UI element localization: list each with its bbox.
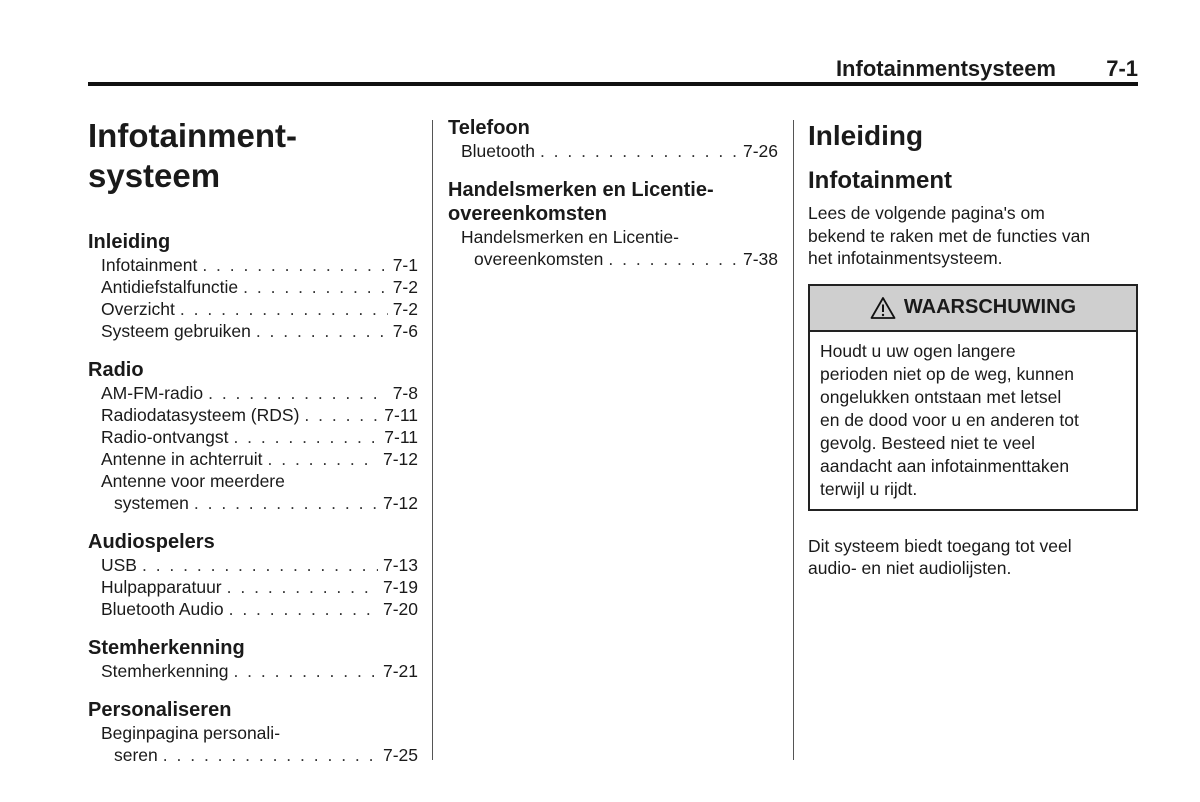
running-header — [88, 54, 1138, 86]
toc-entry-label-line-1[interactable]: Antenne voor meerdere — [101, 471, 285, 491]
toc-entry-label: Bluetooth — [461, 141, 535, 161]
subsection-heading: Infotainment — [808, 167, 952, 194]
toc-section-heading-telefoon: Telefoon — [448, 117, 530, 139]
dot-leader — [608, 248, 738, 270]
toc-entry-page: 7-6 — [392, 321, 418, 341]
toc-entry-label: seren — [114, 745, 158, 765]
warning-line: terwijl u rijdt. — [820, 478, 918, 499]
toc-entry[interactable] — [88, 276, 418, 298]
toc-entry-page: 7-2 — [392, 299, 418, 319]
toc-entry-page: 7-1 — [392, 255, 418, 275]
toc-entry[interactable] — [88, 382, 418, 404]
warning-line: en de dood voor u en anderen tot — [820, 409, 1079, 430]
toc-entry-page: 7-12 — [382, 493, 418, 513]
toc-section-heading-personaliseren: Personaliseren — [88, 699, 232, 721]
content-column — [808, 112, 1140, 580]
toc-entry-label: Overzicht — [101, 299, 175, 319]
intro-paragraph — [808, 202, 1140, 270]
outro-paragraph — [808, 535, 1140, 580]
column-divider-2 — [793, 120, 794, 760]
toc-entry[interactable] — [88, 598, 418, 620]
dot-leader — [233, 660, 378, 682]
dot-leader — [268, 448, 378, 470]
outro-line: Dit systeem biedt toegang tot veel — [808, 535, 1072, 556]
toc-entry[interactable] — [88, 404, 418, 426]
toc-entry[interactable] — [88, 554, 418, 576]
warning-line: Houdt u uw ogen langere — [820, 340, 1016, 361]
toc-entry[interactable] — [448, 140, 778, 162]
toc-entry-label-line-1[interactable]: Beginpagina personali- — [101, 723, 281, 743]
toc-entry-label-line-1[interactable]: Handelsmerken en Licentie- — [461, 227, 679, 247]
warning-line: perioden niet op de weg, kunnen — [820, 363, 1074, 384]
warning-triangle-icon — [870, 296, 896, 320]
toc-entry-label: Infotainment — [101, 255, 198, 275]
toc-entry[interactable] — [88, 576, 418, 598]
section-heading: Inleiding — [808, 120, 924, 151]
header-title: Infotainmentsysteem — [835, 56, 1056, 81]
dot-leader — [233, 426, 379, 448]
section-heading-line-1: Handelsmerken en Licentie- — [448, 179, 714, 201]
warning-line: ongelukken ontstaan met letsel — [820, 386, 1062, 407]
toc-section-heading-audiospelers: Audiospelers — [88, 531, 215, 553]
dot-leader — [256, 320, 388, 342]
toc-entry[interactable] — [88, 492, 418, 514]
toc-entry-page: 7-13 — [382, 555, 418, 575]
toc-section-heading-inleiding: Inleiding — [88, 231, 171, 253]
toc-section-heading-handelsmerken — [448, 178, 778, 226]
toc-entry-label: Antenne in achterruit — [101, 449, 263, 469]
chapter-title-line-2: systeem — [88, 157, 221, 194]
intro-line: het infotainmentsysteem. — [808, 248, 1003, 268]
warning-line: aandacht aan infotainmenttaken — [820, 455, 1070, 476]
toc-entry[interactable] — [88, 660, 418, 682]
intro-line: Lees de volgende pagina's om — [808, 203, 1045, 223]
warning-box — [808, 284, 1138, 511]
toc-entry[interactable] — [88, 254, 418, 276]
toc-entry-label: Antidiefstalfunctie — [101, 277, 239, 297]
toc-entry[interactable] — [88, 298, 418, 320]
warning-line: gevolg. Besteed niet te veel — [820, 432, 1036, 453]
outro-line: audio- en niet audiolijsten. — [808, 558, 1012, 578]
toc-entry-page: 7-20 — [382, 599, 418, 619]
dot-leader — [163, 744, 378, 766]
dot-leader — [208, 382, 388, 404]
dot-leader — [180, 298, 388, 320]
dot-leader — [194, 492, 378, 514]
chapter-title-line-1: Infotainment- — [88, 117, 297, 154]
toc-entry-page: 7-26 — [742, 141, 778, 161]
dot-leader — [227, 576, 378, 598]
toc-entry[interactable] — [88, 744, 418, 766]
section-heading-line-2: overeenkomsten — [448, 203, 607, 225]
toc-entry-label: Bluetooth Audio — [101, 599, 224, 619]
dot-leader — [202, 254, 387, 276]
toc-entry-page: 7-21 — [382, 661, 418, 681]
intro-line: bekend te raken met de functies van — [808, 225, 1091, 246]
toc-column-1 — [88, 112, 418, 766]
toc-entry-label: overeenkomsten — [474, 249, 604, 269]
toc-entry-page: 7-11 — [384, 427, 418, 447]
toc-entry[interactable] — [88, 448, 418, 470]
warning-title: WAARSCHUWING — [903, 296, 1077, 318]
toc-entry-page: 7-11 — [384, 405, 418, 425]
warning-text — [810, 332, 1136, 509]
toc-entry-label: USB — [101, 555, 137, 575]
dot-leader — [142, 554, 378, 576]
toc-entry-page: 7-12 — [382, 449, 418, 469]
toc-entry[interactable] — [88, 320, 418, 342]
toc-entry-label: Radiodatasysteem (RDS) — [101, 405, 300, 425]
toc-entry[interactable] — [448, 248, 778, 270]
header-page-number: 7-1 — [1106, 56, 1138, 81]
toc-entry-label: Hulpapparatuur — [101, 577, 222, 597]
toc-entry-page: 7-25 — [382, 745, 418, 765]
toc-entry[interactable] — [88, 426, 418, 448]
toc-section-heading-stemherkenning: Stemherkenning — [88, 637, 245, 659]
dot-leader — [243, 276, 388, 298]
toc-entry-page: 7-19 — [382, 577, 418, 597]
toc-entry-page: 7-2 — [392, 277, 418, 297]
toc-entry-page: 7-8 — [392, 383, 418, 403]
dot-leader — [229, 598, 378, 620]
toc-entry-label: Systeem gebruiken — [101, 321, 251, 341]
toc-column-2 — [448, 116, 778, 270]
warning-header — [810, 286, 1136, 332]
toc-entry-label: Radio-ontvangst — [101, 427, 229, 447]
toc-entry-label: AM-FM-radio — [101, 383, 204, 403]
dot-leader — [540, 140, 738, 162]
toc-entry-label: systemen — [114, 493, 189, 513]
toc-section-heading-radio: Radio — [88, 359, 144, 381]
dot-leader — [304, 404, 379, 426]
toc-entry-page: 7-38 — [742, 249, 778, 269]
column-divider-1 — [432, 120, 433, 760]
chapter-title — [88, 116, 418, 196]
toc-entry-label: Stemherkenning — [101, 661, 229, 681]
